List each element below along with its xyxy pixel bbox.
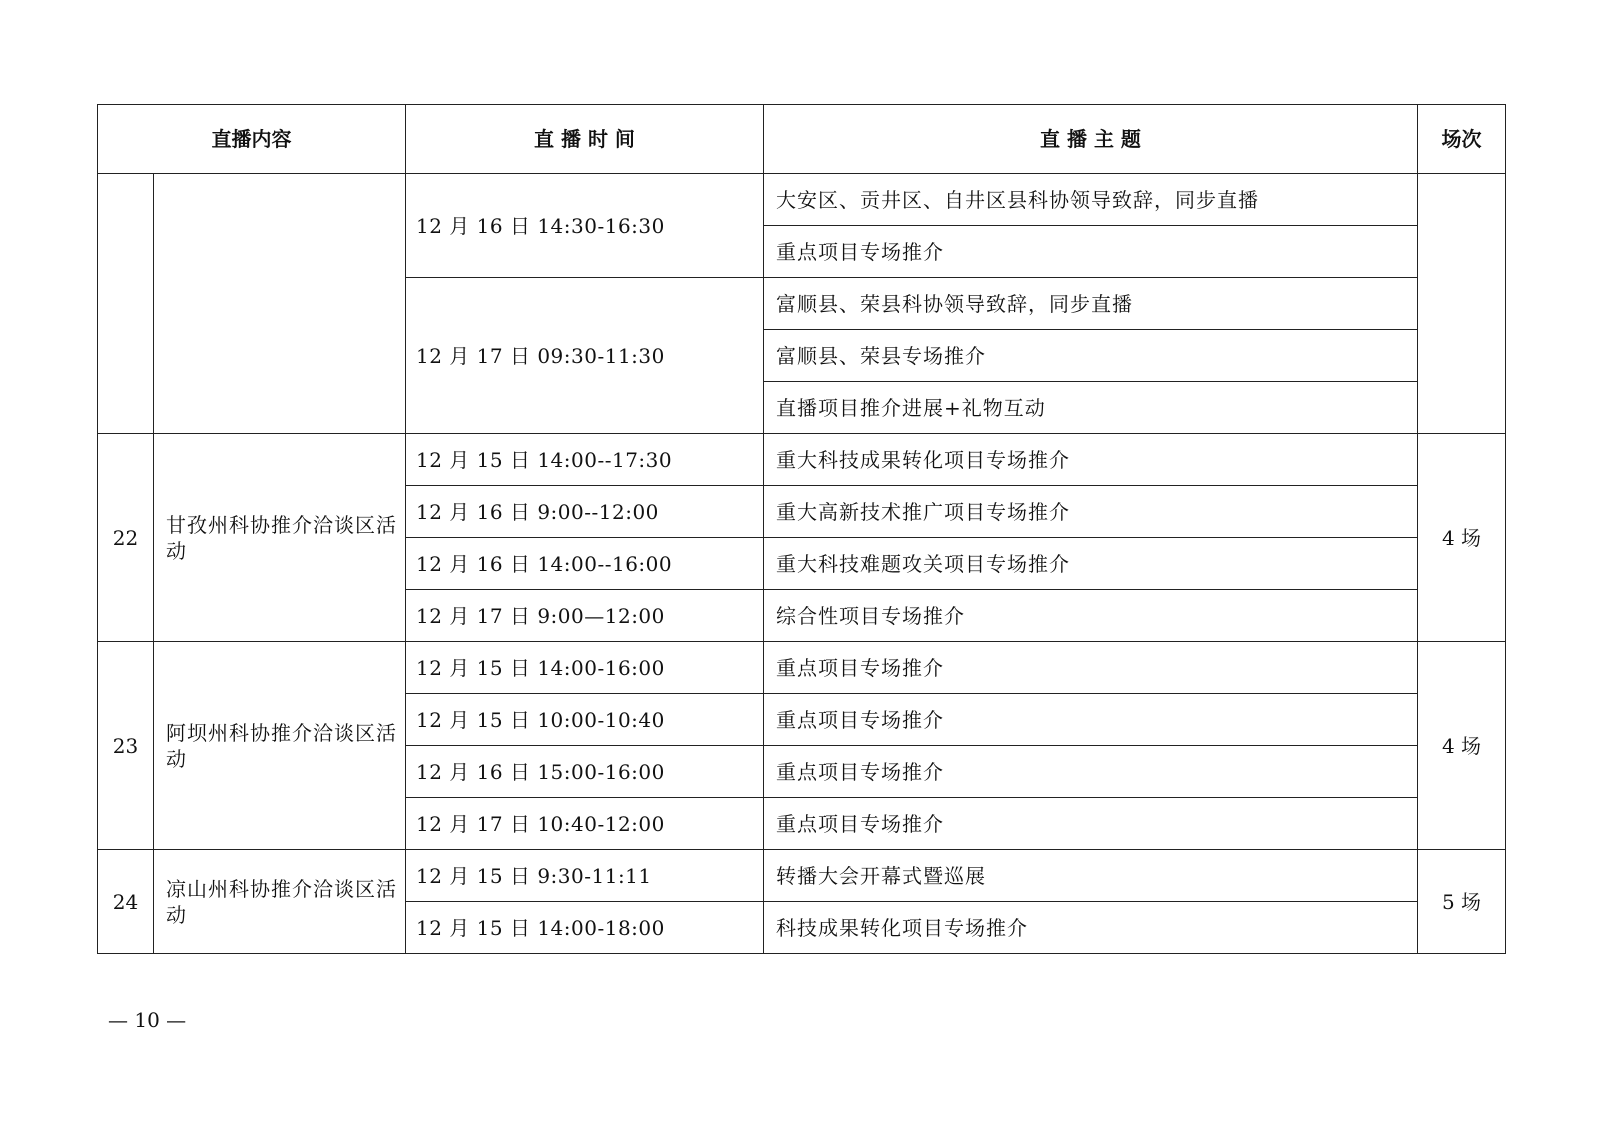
group-name: 阿坝州科协推介洽谈区活动 <box>154 642 406 850</box>
slot-topic: 重点项目专场推介 <box>764 798 1418 850</box>
header-content: 直播内容 <box>98 105 406 174</box>
slot-topic: 重点项目专场推介 <box>764 746 1418 798</box>
slot-topic: 重点项目专场推介 <box>764 226 1418 278</box>
slot-time: 12 月 16 日 9:00--12:00 <box>406 486 764 538</box>
group-name: 凉山州科协推介洽谈区活动 <box>154 850 406 954</box>
group-number: 22 <box>98 434 154 642</box>
table-row <box>98 850 1506 902</box>
slot-topic: 科技成果转化项目专场推介 <box>764 902 1418 954</box>
slot-topic: 综合性项目专场推介 <box>764 590 1418 642</box>
slot-topic: 大安区、贡井区、自井区县科协领导致辞，同步直播 <box>764 174 1418 226</box>
slot-time: 12 月 17 日 09:30-11:30 <box>406 278 764 434</box>
group-name: 甘孜州科协推介洽谈区活动 <box>154 434 406 642</box>
slot-topic: 转播大会开幕式暨巡展 <box>764 850 1418 902</box>
slot-time: 12 月 15 日 14:00--17:30 <box>406 434 764 486</box>
header-topic: 直 播 主 题 <box>764 105 1418 174</box>
slot-topic: 富顺县、荣县专场推介 <box>764 330 1418 382</box>
table-row <box>98 434 1506 486</box>
page-number: — 10 — <box>108 1008 187 1032</box>
header-time: 直 播 时 间 <box>406 105 764 174</box>
group-number: 24 <box>98 850 154 954</box>
table-body <box>98 174 1506 954</box>
slot-time: 12 月 15 日 14:00-18:00 <box>406 902 764 954</box>
group-number <box>98 174 154 434</box>
group-count: 5 场 <box>1418 850 1506 954</box>
slot-time: 12 月 16 日 14:00--16:00 <box>406 538 764 590</box>
slot-topic: 富顺县、荣县科协领导致辞，同步直播 <box>764 278 1418 330</box>
slot-time: 12 月 15 日 14:00-16:00 <box>406 642 764 694</box>
slot-topic: 重点项目专场推介 <box>764 642 1418 694</box>
slot-topic: 重大科技难题攻关项目专场推介 <box>764 538 1418 590</box>
group-count: 4 场 <box>1418 642 1506 850</box>
table-row <box>98 174 1506 226</box>
slot-topic: 重点项目专场推介 <box>764 694 1418 746</box>
group-count <box>1418 174 1506 434</box>
group-count: 4 场 <box>1418 434 1506 642</box>
header-row <box>98 105 1506 174</box>
schedule-table <box>97 104 1506 954</box>
group-name <box>154 174 406 434</box>
slot-topic: 重大高新技术推广项目专场推介 <box>764 486 1418 538</box>
slot-time: 12 月 15 日 9:30-11:11 <box>406 850 764 902</box>
slot-topic: 重大科技成果转化项目专场推介 <box>764 434 1418 486</box>
slot-time: 12 月 17 日 10:40-12:00 <box>406 798 764 850</box>
slot-time: 12 月 16 日 15:00-16:00 <box>406 746 764 798</box>
slot-time: 12 月 16 日 14:30-16:30 <box>406 174 764 278</box>
header-count: 场次 <box>1418 105 1506 174</box>
slot-topic: 直播项目推介进展+礼物互动 <box>764 382 1418 434</box>
slot-time: 12 月 15 日 10:00-10:40 <box>406 694 764 746</box>
slot-time: 12 月 17 日 9:00—12:00 <box>406 590 764 642</box>
group-number: 23 <box>98 642 154 850</box>
table-row <box>98 642 1506 694</box>
